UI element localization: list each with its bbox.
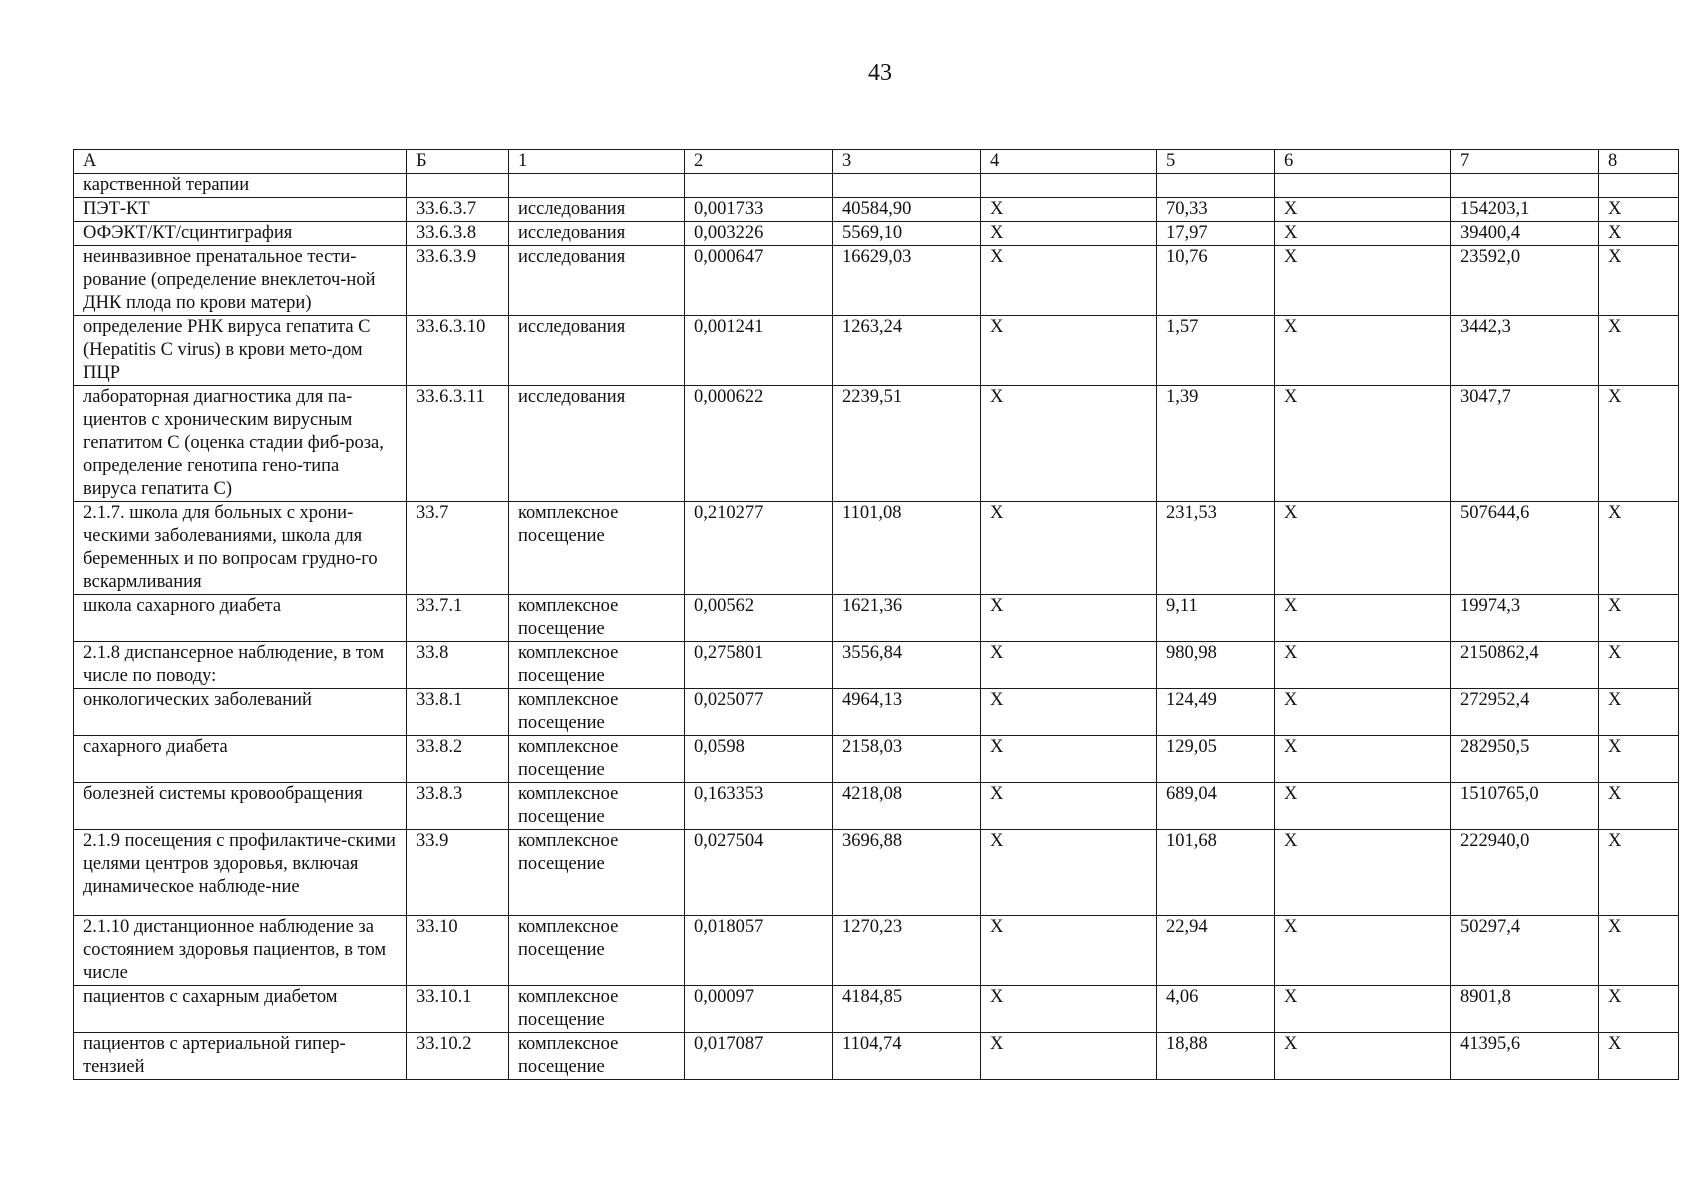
- code-cell: 33.8.2: [407, 736, 509, 783]
- cell-col-6: X: [1275, 783, 1451, 830]
- table-row: [74, 502, 1679, 595]
- cell-col-5: 980,98: [1157, 642, 1275, 689]
- cell-col-8: X: [1599, 386, 1679, 502]
- table-row: [74, 1033, 1679, 1080]
- cell-col-8: X: [1599, 986, 1679, 1033]
- unit-cell: исследования: [509, 386, 685, 502]
- cell-col-5: 124,49: [1157, 689, 1275, 736]
- cell-col-2: 0,027504: [685, 830, 833, 916]
- cell-col-2: 0,0598: [685, 736, 833, 783]
- row-label-cell: 2.1.7. школа для больных с хрони-ческими заболеваниями, школа для беременных и по вопросам грудно-го вскармливания: [74, 502, 407, 595]
- cell-col-7: 3442,3: [1451, 316, 1599, 386]
- row-label-cell: школа сахарного диабета: [74, 595, 407, 642]
- table-row: [74, 316, 1679, 386]
- cell-col-4: X: [981, 316, 1157, 386]
- table-row: [74, 386, 1679, 502]
- cell-col-2: 0,210277: [685, 502, 833, 595]
- cell-col-6: X: [1275, 916, 1451, 986]
- code-cell: 33.6.3.8: [407, 222, 509, 246]
- unit-cell: комплексное посещение: [509, 736, 685, 783]
- code-cell: 33.8.3: [407, 783, 509, 830]
- row-label-cell: определение РНК вируса гепатита С (Hepatitis C virus) в крови мето-дом ПЦР: [74, 316, 407, 386]
- cell-col-8: X: [1599, 222, 1679, 246]
- cell-col-2: 0,003226: [685, 222, 833, 246]
- row-label-cell: 2.1.9 посещения с профилактиче-скими целями центров здоровья, включая динамическое наблюде-ние: [74, 830, 407, 916]
- header-cell: А: [74, 150, 407, 174]
- cell-col-5: 689,04: [1157, 783, 1275, 830]
- table-row: [74, 783, 1679, 830]
- cell-col-6: X: [1275, 1033, 1451, 1080]
- cell-col-7: 154203,1: [1451, 198, 1599, 222]
- unit-cell: исследования: [509, 316, 685, 386]
- cell-col-2: 0,025077: [685, 689, 833, 736]
- data-table: [73, 149, 1679, 1080]
- header-cell: 6: [1275, 150, 1451, 174]
- code-cell: 33.7.1: [407, 595, 509, 642]
- cell-col-6: X: [1275, 386, 1451, 502]
- table-row: [74, 222, 1679, 246]
- table-row: [74, 595, 1679, 642]
- cell-col-7: 2150862,4: [1451, 642, 1599, 689]
- cell-col-5: 9,11: [1157, 595, 1275, 642]
- table-row: [74, 830, 1679, 916]
- row-label-cell: 2.1.8 диспансерное наблюдение, в том числе по поводу:: [74, 642, 407, 689]
- cell-col-3: 1101,08: [833, 502, 981, 595]
- cell-col-7: 272952,4: [1451, 689, 1599, 736]
- cell-col-5: [1157, 174, 1275, 198]
- cell-col-7: 8901,8: [1451, 986, 1599, 1033]
- code-cell: 33.10.2: [407, 1033, 509, 1080]
- row-label-cell: онкологических заболеваний: [74, 689, 407, 736]
- row-label-cell: ОФЭКТ/КТ/сцинтиграфия: [74, 222, 407, 246]
- cell-col-2: 0,000647: [685, 246, 833, 316]
- row-label-cell: сахарного диабета: [74, 736, 407, 783]
- cell-col-5: 231,53: [1157, 502, 1275, 595]
- code-cell: [407, 174, 509, 198]
- cell-col-6: X: [1275, 595, 1451, 642]
- row-label-cell: ПЭТ-КТ: [74, 198, 407, 222]
- cell-col-4: X: [981, 246, 1157, 316]
- cell-col-4: [981, 174, 1157, 198]
- cell-col-8: X: [1599, 830, 1679, 916]
- table-row: [74, 198, 1679, 222]
- cell-col-2: 0,017087: [685, 1033, 833, 1080]
- cell-col-7: 222940,0: [1451, 830, 1599, 916]
- cell-col-2: 0,000622: [685, 386, 833, 502]
- cell-col-4: X: [981, 502, 1157, 595]
- header-cell: 2: [685, 150, 833, 174]
- cell-col-7: 23592,0: [1451, 246, 1599, 316]
- cell-col-6: [1275, 174, 1451, 198]
- cell-col-3: 16629,03: [833, 246, 981, 316]
- cell-col-2: [685, 174, 833, 198]
- cell-col-4: X: [981, 916, 1157, 986]
- cell-col-6: X: [1275, 736, 1451, 783]
- table-row: [74, 246, 1679, 316]
- header-cell: 5: [1157, 150, 1275, 174]
- cell-col-8: X: [1599, 736, 1679, 783]
- header-cell: 3: [833, 150, 981, 174]
- cell-col-8: X: [1599, 246, 1679, 316]
- cell-col-3: 4184,85: [833, 986, 981, 1033]
- unit-cell: исследования: [509, 222, 685, 246]
- cell-col-6: X: [1275, 246, 1451, 316]
- unit-cell: комплексное посещение: [509, 642, 685, 689]
- unit-cell: комплексное посещение: [509, 916, 685, 986]
- cell-col-8: X: [1599, 502, 1679, 595]
- table-row: [74, 689, 1679, 736]
- cell-col-3: [833, 174, 981, 198]
- cell-col-2: 0,163353: [685, 783, 833, 830]
- cell-col-6: X: [1275, 316, 1451, 386]
- cell-col-5: 18,88: [1157, 1033, 1275, 1080]
- cell-col-4: X: [981, 386, 1157, 502]
- unit-cell: комплексное посещение: [509, 595, 685, 642]
- table-header-row: [74, 150, 1679, 174]
- cell-col-6: X: [1275, 830, 1451, 916]
- cell-col-4: X: [981, 222, 1157, 246]
- cell-col-3: 1621,36: [833, 595, 981, 642]
- row-label-cell: пациентов с артериальной гипер-тензией: [74, 1033, 407, 1080]
- cell-col-8: X: [1599, 642, 1679, 689]
- cell-col-2: 0,275801: [685, 642, 833, 689]
- unit-cell: комплексное посещение: [509, 502, 685, 595]
- cell-col-7: [1451, 174, 1599, 198]
- code-cell: 33.8.1: [407, 689, 509, 736]
- cell-col-7: 282950,5: [1451, 736, 1599, 783]
- table-row: [74, 916, 1679, 986]
- row-label-cell: лабораторная диагностика для па-циентов с хроническим вирусным гепатитом С (оценка стадии фиб-роза, определение генотипа гено-типа вируса гепатита С): [74, 386, 407, 502]
- row-label-cell: неинвазивное пренатальное тести-рование (определение внеклеточ-ной ДНК плода по крови матери): [74, 246, 407, 316]
- cell-col-4: X: [981, 783, 1157, 830]
- header-cell: Б: [407, 150, 509, 174]
- cell-col-2: 0,001241: [685, 316, 833, 386]
- unit-cell: комплексное посещение: [509, 1033, 685, 1080]
- code-cell: 33.6.3.10: [407, 316, 509, 386]
- cell-col-6: X: [1275, 986, 1451, 1033]
- cell-col-8: X: [1599, 689, 1679, 736]
- cell-col-6: X: [1275, 689, 1451, 736]
- cell-col-3: 4964,13: [833, 689, 981, 736]
- cell-col-3: 2239,51: [833, 386, 981, 502]
- cell-col-4: X: [981, 736, 1157, 783]
- cell-col-4: X: [981, 198, 1157, 222]
- cell-col-5: 70,33: [1157, 198, 1275, 222]
- cell-col-7: 1510765,0: [1451, 783, 1599, 830]
- cell-col-6: X: [1275, 502, 1451, 595]
- cell-col-5: 1,39: [1157, 386, 1275, 502]
- cell-col-4: X: [981, 1033, 1157, 1080]
- cell-col-8: X: [1599, 198, 1679, 222]
- cell-col-7: 41395,6: [1451, 1033, 1599, 1080]
- cell-col-5: 101,68: [1157, 830, 1275, 916]
- cell-col-4: X: [981, 689, 1157, 736]
- cell-col-3: 4218,08: [833, 783, 981, 830]
- table-row: [74, 642, 1679, 689]
- cell-col-4: X: [981, 595, 1157, 642]
- cell-col-7: 507644,6: [1451, 502, 1599, 595]
- row-label-cell: болезней системы кровообращения: [74, 783, 407, 830]
- cell-col-7: 39400,4: [1451, 222, 1599, 246]
- code-cell: 33.6.3.9: [407, 246, 509, 316]
- header-cell: 4: [981, 150, 1157, 174]
- header-cell: 8: [1599, 150, 1679, 174]
- cell-col-4: X: [981, 986, 1157, 1033]
- cell-col-2: 0,018057: [685, 916, 833, 986]
- cell-col-2: 0,00562: [685, 595, 833, 642]
- code-cell: 33.10: [407, 916, 509, 986]
- cell-col-7: 19974,3: [1451, 595, 1599, 642]
- code-cell: 33.8: [407, 642, 509, 689]
- cell-col-8: X: [1599, 783, 1679, 830]
- page-number: 43: [868, 60, 892, 86]
- cell-col-5: 129,05: [1157, 736, 1275, 783]
- unit-cell: комплексное посещение: [509, 986, 685, 1033]
- cell-col-3: 1104,74: [833, 1033, 981, 1080]
- cell-col-6: X: [1275, 198, 1451, 222]
- cell-col-4: X: [981, 830, 1157, 916]
- unit-cell: исследования: [509, 246, 685, 316]
- cell-col-7: 50297,4: [1451, 916, 1599, 986]
- cell-col-6: X: [1275, 222, 1451, 246]
- cell-col-8: X: [1599, 916, 1679, 986]
- header-cell: 1: [509, 150, 685, 174]
- code-cell: 33.10.1: [407, 986, 509, 1033]
- row-label-cell: карственной терапии: [74, 174, 407, 198]
- unit-cell: комплексное посещение: [509, 783, 685, 830]
- cell-col-6: X: [1275, 642, 1451, 689]
- unit-cell: комплексное посещение: [509, 830, 685, 916]
- cell-col-5: 4,06: [1157, 986, 1275, 1033]
- cell-col-5: 17,97: [1157, 222, 1275, 246]
- cell-col-8: X: [1599, 1033, 1679, 1080]
- cell-col-3: 3556,84: [833, 642, 981, 689]
- table-body: [74, 150, 1679, 1080]
- cell-col-3: 40584,90: [833, 198, 981, 222]
- cell-col-5: 1,57: [1157, 316, 1275, 386]
- unit-cell: комплексное посещение: [509, 689, 685, 736]
- cell-col-3: 5569,10: [833, 222, 981, 246]
- cell-col-8: X: [1599, 595, 1679, 642]
- table-row: [74, 986, 1679, 1033]
- cell-col-3: 1263,24: [833, 316, 981, 386]
- code-cell: 33.9: [407, 830, 509, 916]
- cell-col-2: 0,001733: [685, 198, 833, 222]
- cell-col-8: X: [1599, 316, 1679, 386]
- code-cell: 33.7: [407, 502, 509, 595]
- row-label-cell: 2.1.10 дистанционное наблюдение за состоянием здоровья пациентов, в том числе: [74, 916, 407, 986]
- cell-col-5: 22,94: [1157, 916, 1275, 986]
- cell-col-3: 3696,88: [833, 830, 981, 916]
- row-label-cell: пациентов с сахарным диабетом: [74, 986, 407, 1033]
- code-cell: 33.6.3.7: [407, 198, 509, 222]
- header-cell: 7: [1451, 150, 1599, 174]
- cell-col-8: [1599, 174, 1679, 198]
- unit-cell: [509, 174, 685, 198]
- cell-col-2: 0,00097: [685, 986, 833, 1033]
- table-row: [74, 736, 1679, 783]
- cell-col-3: 2158,03: [833, 736, 981, 783]
- cell-col-5: 10,76: [1157, 246, 1275, 316]
- code-cell: 33.6.3.11: [407, 386, 509, 502]
- cell-col-4: X: [981, 642, 1157, 689]
- table-row: [74, 174, 1679, 198]
- cell-col-7: 3047,7: [1451, 386, 1599, 502]
- cell-col-3: 1270,23: [833, 916, 981, 986]
- unit-cell: исследования: [509, 198, 685, 222]
